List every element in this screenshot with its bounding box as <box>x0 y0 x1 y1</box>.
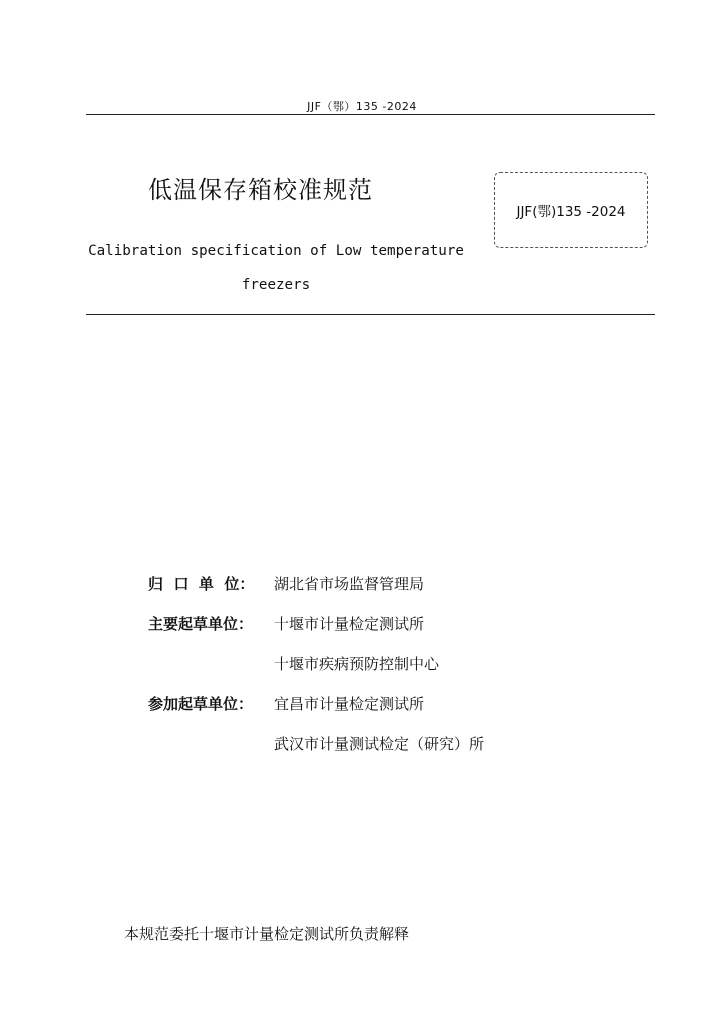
responsible-unit-value: 湖北省市场监督管理局 <box>274 575 425 593</box>
main-drafting-unit-1: 十堰市计量检定测试所 <box>274 615 425 633</box>
title-bottom-rule <box>86 314 655 315</box>
document-code-box <box>494 172 648 248</box>
title-english: Calibration specification of Low temperature freezers <box>88 243 464 293</box>
header-document-code: JJF（鄂）135 -2024 <box>307 100 417 113</box>
responsible-unit-label: 归 口 单 位： <box>148 575 255 593</box>
header-rule <box>86 114 655 115</box>
participating-unit-1: 宜昌市计量检定测试所 <box>274 695 425 713</box>
document-code-box-text: JJF(鄂)135 -2024 <box>516 204 626 220</box>
interpretation-note: 本规范委托十堰市计量检定测试所负责解释 <box>124 925 410 943</box>
title-chinese: 低温保存箱校准规范 <box>148 176 373 204</box>
main-drafting-unit-2: 十堰市疾病预防控制中心 <box>274 655 440 673</box>
participating-unit-label: 参加起草单位： <box>148 695 254 713</box>
participating-unit-2: 武汉市计量测试检定（研究）所 <box>274 735 485 753</box>
main-drafting-unit-label: 主要起草单位： <box>148 615 254 633</box>
